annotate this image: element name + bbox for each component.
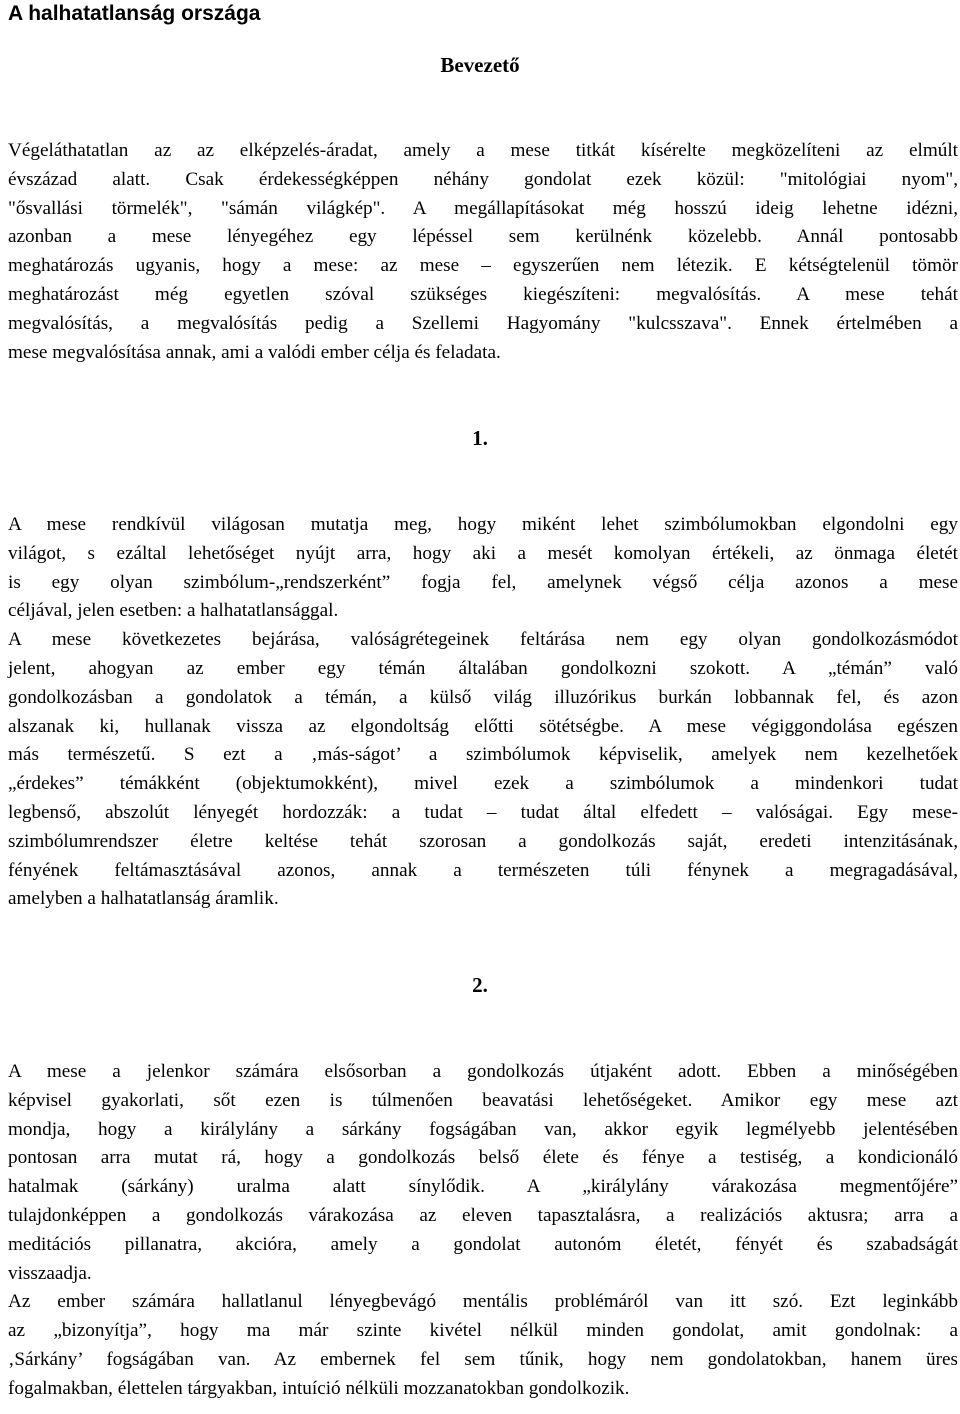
text-line: A mese következetes bejárása, valóságrétegeinek feltárása nem egy olyan gondolkozásmódot xyxy=(8,629,958,651)
text-line: mese megvalósítása annak, ami a valódi ember célja és feladata. xyxy=(8,341,501,363)
text-line: pontosan arra mutat rá, hogy a gondolkozás belső élete és fénye a testiség, a kondicionáló xyxy=(8,1147,958,1169)
text-line: azonban a mese lényegéhez egy lépéssel sem kerülnénk közelebb. Annál pontosabb xyxy=(8,226,958,248)
text-line: amelyben a halhatatlanság áramlik. xyxy=(8,888,279,910)
text-line: más természetű. S ezt a ‚más-ságot’ a szimbólumok képviselik, amelyek nem kezelhetőek xyxy=(8,744,958,766)
text-line: alszanak ki, hullanak vissza az elgondoltság előtti sötétségbe. A mese végiggondolása egészen xyxy=(8,715,958,737)
text-line: mondja, hogy a királylány a sárkány fogságában van, akkor egyik legmélyebb jelentésében xyxy=(8,1118,958,1140)
section-heading-2: 2. xyxy=(472,973,488,997)
text-line: visszaadja. xyxy=(8,1262,92,1284)
text-line: céljával, jelen esetben: a halhatatlansággal. xyxy=(8,600,339,622)
text-line: fogalmakban, élettelen tárgyakban, intuíció nélküli mozzanatokban gondolkozik. xyxy=(8,1377,630,1399)
text-line: szimbólumrendszer életre keltése tehát szorosan a gondolkozás saját, eredeti intenzitásának, xyxy=(8,830,958,852)
text-line: évszázad alatt. Csak érdekességképpen néhány gondolat ezek közül: "mitológiai nyom", xyxy=(8,168,958,190)
text-line: képvisel gyakorlati, sőt ezen is túlmenően beavatási lehetőségeket. Amikor egy mese azt xyxy=(8,1089,958,1111)
text-line: az „bizonyítja”, hogy ma már szinte kivétel nélkül minden gondolat, amit gondolnak: a xyxy=(8,1320,958,1342)
paragraph xyxy=(8,1058,958,1404)
text-line: Az ember számára hallatlanul lényegbevágó mentális problémáról van itt szó. Ezt leginkább xyxy=(8,1291,958,1313)
text-line: Végeláthatatlan az az elképzelés-áradat, amely a mese titkát kísérelte megközelíteni az elmúlt xyxy=(8,140,958,161)
text-line: „érdekes” témákként (objektumokként), mivel ezek a szimbólumok a mindenkori tudat xyxy=(8,773,958,795)
text-line: is egy olyan szimbólum-„rendszerként” fogja fel, amelynek végső célja azonos a mese xyxy=(8,571,958,593)
paragraph xyxy=(8,137,958,367)
text-line: "ősvallási törmelék", "sámán világkép". A megállapításokat még hosszú ideig lehetne idézni, xyxy=(8,197,958,219)
section-heading-1: 1. xyxy=(472,426,488,450)
text-line: ‚Sárkány’ fogságában van. Az embernek fel sem tűnik, hogy nem gondolatokban, hanem üres xyxy=(8,1348,958,1370)
section-heading-intro: Bevezető xyxy=(440,53,520,77)
text-line: megvalósítás, a megvalósítás pedig a Szellemi Hagyomány "kulcsszava". Ennek értelmében a xyxy=(8,312,958,334)
text-line: fényének feltámasztásával azonos, annak a természeten túli fénynek a megragadásával, xyxy=(8,859,958,881)
paragraph xyxy=(8,511,958,914)
text-line: gondolkozásban a gondolatok a témán, a külső világ illuzórikus burkán lobbannak fel, és azon xyxy=(8,686,958,708)
text-line: tulajdonképpen a gondolkozás várakozása az eleven tapasztalásra, a realizációs aktusra; arra a xyxy=(8,1204,958,1226)
text-line: jelent, ahogyan az ember egy témán általában gondolkozni szokott. A „témán” való xyxy=(8,657,958,679)
text-line: világot, s ezáltal lehetőséget nyújt arra, hogy aki a mesét komolyan értékeli, az önmaga életét xyxy=(8,542,958,564)
text-line: meghatározást még egyetlen szóval szükséges kiegészíteni: megvalósítás. A mese tehát xyxy=(8,283,958,305)
text-line: A mese a jelenkor számára elsősorban a gondolkozás útjaként adott. Ebben a minőségében xyxy=(8,1061,958,1082)
text-line: meghatározás ugyanis, hogy a mese: az mese – egyszerűen nem létezik. E kétségtelenül tömör xyxy=(8,255,958,277)
text-line: A mese rendkívül világosan mutatja meg, hogy miként lehet szimbólumokban elgondolni egy xyxy=(8,514,958,535)
text-line: meditációs pillanatra, akcióra, amely a gondolat autonóm életét, fényét és szabadságát xyxy=(8,1233,958,1255)
page-title: A halhatatlanság országa xyxy=(8,2,261,25)
text-line: hatalmak (sárkány) uralma alatt sínylődik. A „királylány várakozása megmentőjére” xyxy=(8,1176,958,1198)
text-line: legbenső, abszolút lényegét hordozzák: a tudat – tudat által elfedett – valóságai. Egy mese- xyxy=(8,801,958,823)
